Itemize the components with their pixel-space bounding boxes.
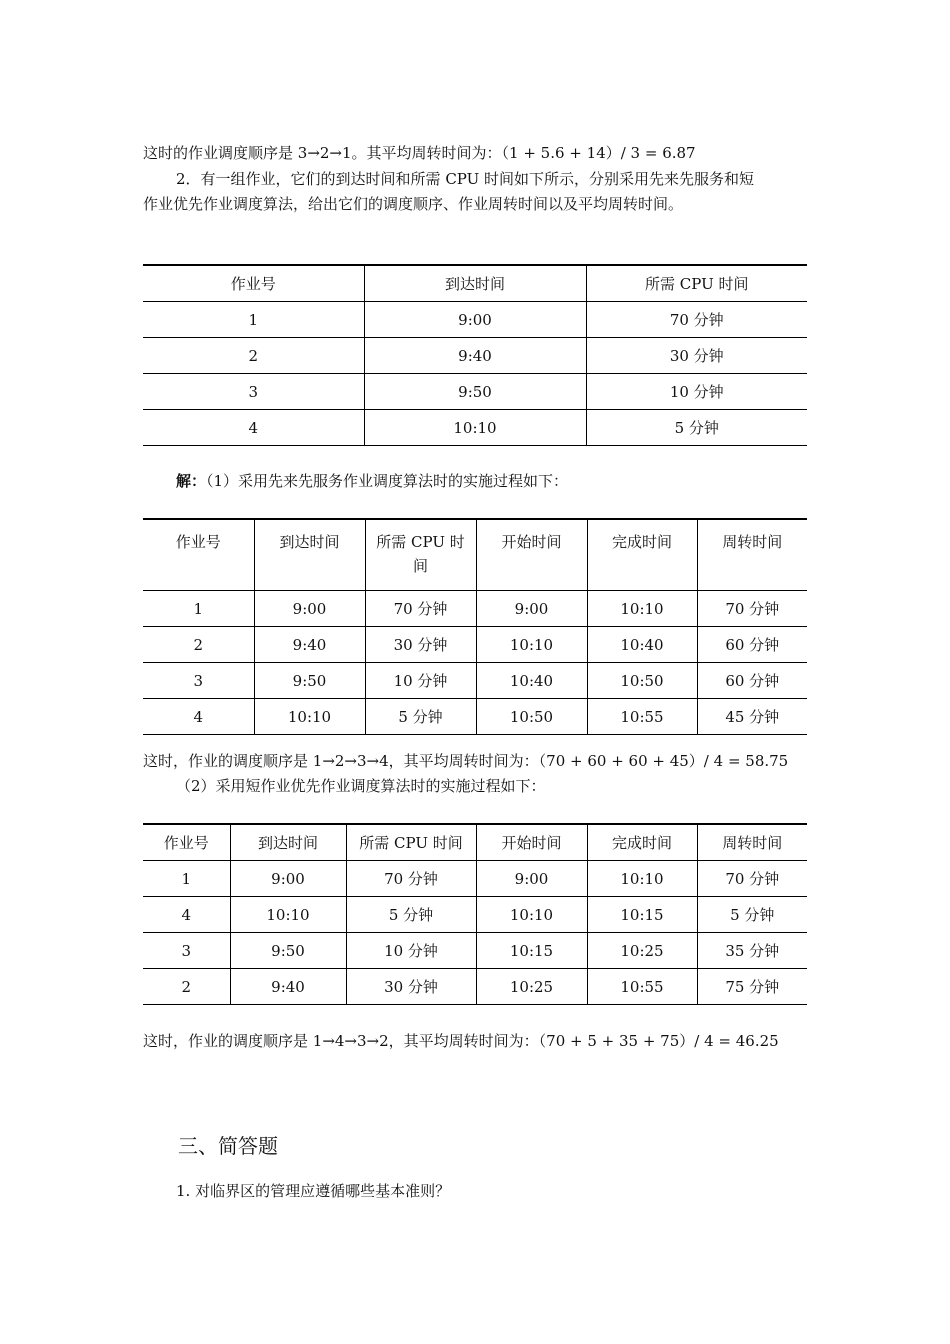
table-row	[143, 302, 807, 338]
table-cell: 10:10	[587, 591, 697, 627]
question-2-line-2: 作业优先作业调度算法，给出它们的调度顺序、作业周转时间以及平均周转时间。	[143, 195, 684, 213]
solution-part-1-text: （1）采用先来先服务作业调度算法时的实施过程如下：	[206, 472, 569, 490]
table-cell: 4	[143, 699, 254, 735]
table-cell: 10:15	[476, 933, 587, 969]
table-cell: 2	[143, 338, 364, 374]
header-cell: 作业号	[143, 265, 364, 302]
table-cell: 9:00	[364, 302, 586, 338]
table-row	[143, 627, 807, 663]
table-cell: 60 分钟	[697, 627, 807, 663]
header-cell: 完成时间	[587, 519, 697, 591]
table-cell: 30 分钟	[586, 338, 807, 374]
table-cell: 10:15	[587, 897, 697, 933]
table-cell: 35 分钟	[697, 933, 807, 969]
header-cell: 作业号	[143, 519, 254, 591]
header-cell: 所需 CPU 时间	[586, 265, 807, 302]
header-cell: 开始时间	[476, 519, 587, 591]
table-cell: 9:50	[230, 933, 346, 969]
sjf-result: 这时，作业的调度顺序是 1→4→3→2，其平均周转时间为：（70 + 5 + 35 + 75）/ 4 = 46.25	[143, 1032, 779, 1050]
solution-part-2-intro: （2）采用短作业优先作业调度算法时的实施过程如下：	[176, 777, 546, 795]
table-cell: 5 分钟	[365, 699, 476, 735]
table-cell: 2	[143, 969, 230, 1005]
job-table	[143, 264, 807, 446]
table-cell: 70 分钟	[586, 302, 807, 338]
table-cell: 70 分钟	[346, 861, 476, 897]
table-cell: 10 分钟	[586, 374, 807, 410]
table-cell: 10:10	[230, 897, 346, 933]
table-cell: 9:40	[254, 627, 365, 663]
table-row	[143, 591, 807, 627]
header-cell: 完成时间	[587, 824, 697, 861]
table-cell: 30 分钟	[346, 969, 476, 1005]
table-cell: 9:50	[364, 374, 586, 410]
table-cell: 10 分钟	[365, 663, 476, 699]
table-cell: 9:00	[476, 591, 587, 627]
table-cell: 9:50	[254, 663, 365, 699]
table-cell: 9:00	[230, 861, 346, 897]
sjf-table	[143, 823, 807, 1005]
fcfs-result: 这时，作业的调度顺序是 1→2→3→4，其平均周转时间为：（70 + 60 + 60 + 45）/ 4 = 58.75	[143, 752, 789, 770]
table-row	[143, 699, 807, 735]
table-cell: 10:40	[587, 627, 697, 663]
table-cell: 3	[143, 374, 364, 410]
table-row	[143, 933, 807, 969]
table-cell: 9:00	[254, 591, 365, 627]
table-cell: 1	[143, 302, 364, 338]
table-cell: 75 分钟	[697, 969, 807, 1005]
table-cell: 1	[143, 591, 254, 627]
table-cell: 10:25	[476, 969, 587, 1005]
table-cell: 5 分钟	[346, 897, 476, 933]
table-cell: 4	[143, 410, 364, 446]
header-cell: 所需 CPU 时间	[346, 824, 476, 861]
table-cell: 3	[143, 663, 254, 699]
fcfs-table	[143, 518, 807, 735]
table-cell: 1	[143, 861, 230, 897]
table-cell: 10:10	[587, 861, 697, 897]
table-cell: 9:40	[364, 338, 586, 374]
header-cell: 周转时间	[697, 824, 807, 861]
table-row	[143, 374, 807, 410]
header-cell: 周转时间	[697, 519, 807, 591]
table-cell: 10:10	[254, 699, 365, 735]
table-header-row	[143, 824, 807, 861]
header-cell: 所需 CPU 时间	[365, 519, 476, 591]
question-2-line-1: 2．有一组作业，它们的到达时间和所需 CPU 时间如下所示，分别采用先来先服务和短	[176, 170, 755, 188]
table-row	[143, 338, 807, 374]
table-cell: 30 分钟	[365, 627, 476, 663]
table-cell: 10:50	[587, 663, 697, 699]
table-row	[143, 663, 807, 699]
table-cell: 10 分钟	[346, 933, 476, 969]
table-cell: 10:10	[476, 897, 587, 933]
table-header-row	[143, 519, 807, 591]
table-cell: 4	[143, 897, 230, 933]
table-cell: 10:10	[364, 410, 586, 446]
header-cell: 到达时间	[254, 519, 365, 591]
table-cell: 10:10	[476, 627, 587, 663]
table-header-row	[143, 265, 807, 302]
header-cell: 到达时间	[364, 265, 586, 302]
table-cell: 60 分钟	[697, 663, 807, 699]
table-cell: 3	[143, 933, 230, 969]
header-cell: 到达时间	[230, 824, 346, 861]
table-cell: 10:25	[587, 933, 697, 969]
table-row	[143, 861, 807, 897]
table-cell: 10:55	[587, 699, 697, 735]
table-cell: 9:40	[230, 969, 346, 1005]
table-cell: 9:00	[476, 861, 587, 897]
table-cell: 2	[143, 627, 254, 663]
table-row	[143, 969, 807, 1005]
question-1: 1. 对临界区的管理应遵循哪些基本准则？	[176, 1182, 451, 1200]
table-cell: 45 分钟	[697, 699, 807, 735]
header-cell: 作业号	[143, 824, 230, 861]
table-row	[143, 897, 807, 933]
table-cell: 10:50	[476, 699, 587, 735]
table-cell: 10:55	[587, 969, 697, 1005]
table-cell: 70 分钟	[697, 861, 807, 897]
table-cell: 70 分钟	[365, 591, 476, 627]
solution-label: 解：	[176, 472, 207, 490]
header-cell: 开始时间	[476, 824, 587, 861]
solution-part-1-intro	[176, 470, 568, 492]
table-cell: 5 分钟	[586, 410, 807, 446]
table-row	[143, 410, 807, 446]
section-title: 三、简答题	[178, 1134, 278, 1158]
intro-line-1: 这时的作业调度顺序是 3→2→1。其平均周转时间为：（1 + 5.6 + 14）/ 3 = 6.87	[143, 144, 696, 162]
table-cell: 5 分钟	[697, 897, 807, 933]
table-cell: 70 分钟	[697, 591, 807, 627]
table-cell: 10:40	[476, 663, 587, 699]
